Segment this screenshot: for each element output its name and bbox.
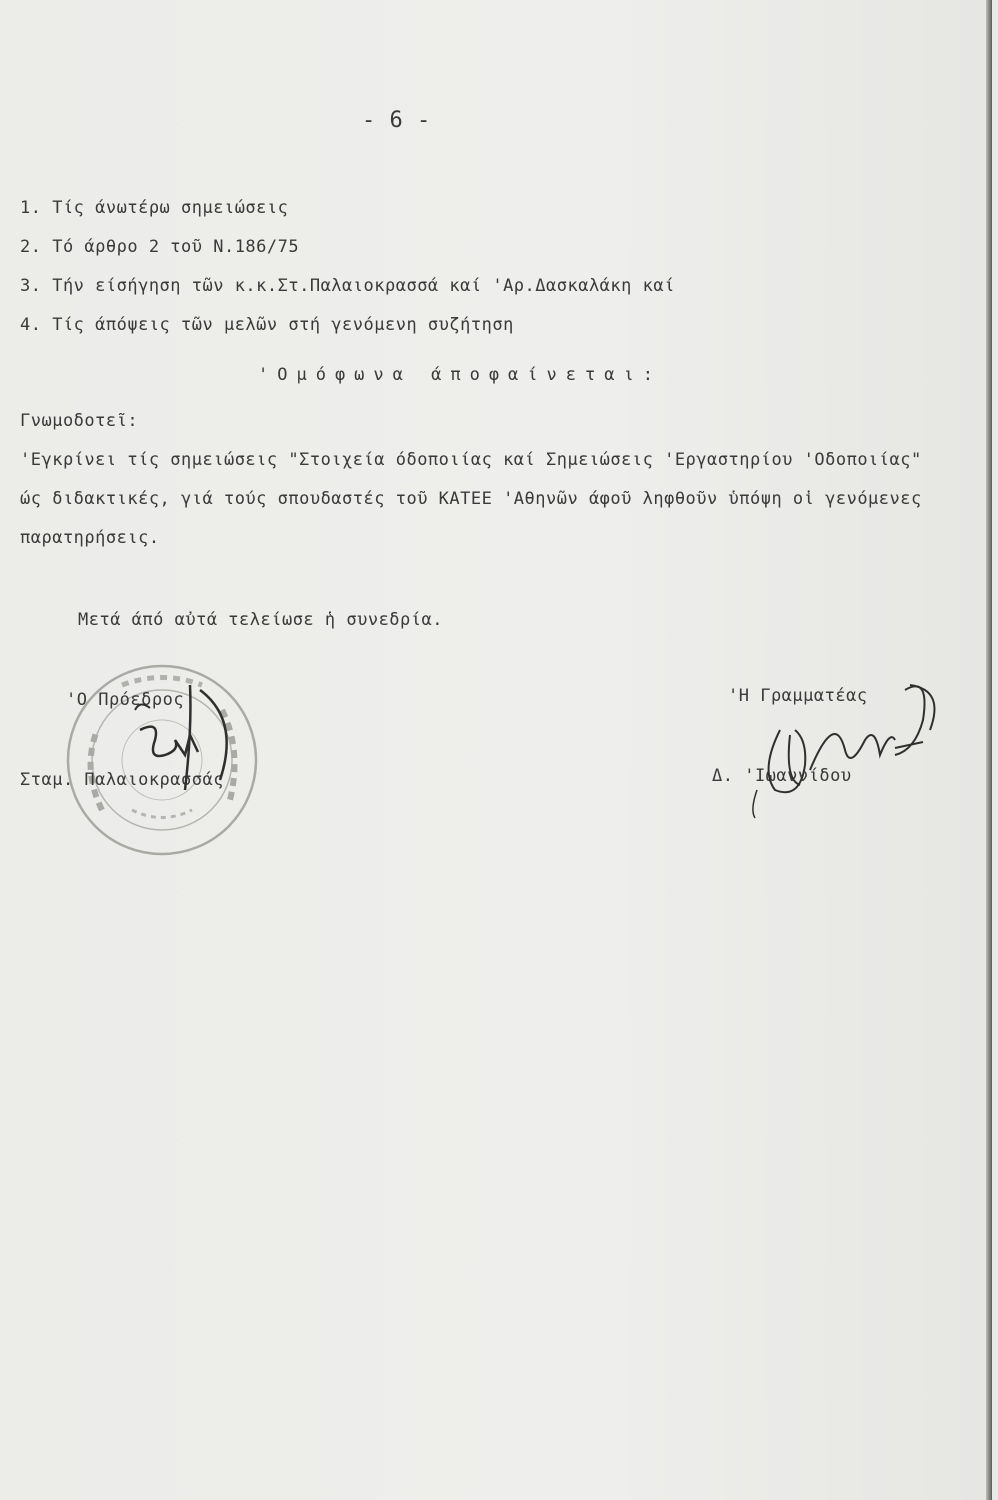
body-line: 'Εγκρίνει τίς σημειώσεις "Στοιχεία όδοποιίας καί Σημειώσεις 'Εργαστηρίου 'Οδοποιίας" [20,450,922,470]
body-line: ώς διδακτικές, γιά τούς σπουδαστές τοῦ ΚΑΤΕΕ 'Αθηνῶν άφοῦ ληφθοῦν ὑπόψη οἱ γενόμενες [20,489,922,509]
secretary-title: 'Η Γραμματέας [728,686,868,706]
list-item: 2. Τό άρθρο 2 τοῦ Ν.186/75 [20,237,300,257]
secretary-signature [745,670,945,820]
list-item: 3. Τήν είσήγηση τῶν κ.κ.Στ.Παλαιοκρασσά καί 'Αρ.Δασκαλάκη καί [20,276,675,296]
chair-name: Σταμ. Παλαιοκρασσάς [20,770,224,790]
chair-signature [130,680,250,800]
page-edge-shadow [986,0,992,1500]
list-item: 4. Τίς άπόψεις τῶν μελῶν στή γενόμενη συζήτηση [20,315,514,335]
closing-line: Μετά άπό αὐτά τελείωσε ἡ συνεδρία. [78,610,443,630]
decision-heading: 'Ομόφωνα άποφαίνεται: [258,365,662,385]
body-line: παρατηρήσεις. [20,528,160,548]
opinion-label: Γνωμοδοτεῖ: [20,411,139,431]
list-item: 1. Τίς άνωτέρω σημειώσεις [20,198,289,218]
page-number: - 6 - [362,108,431,133]
secretary-name: Δ. 'Ιωαννίδου [712,766,852,786]
chair-title: 'Ο Πρόεδρος [66,690,185,710]
